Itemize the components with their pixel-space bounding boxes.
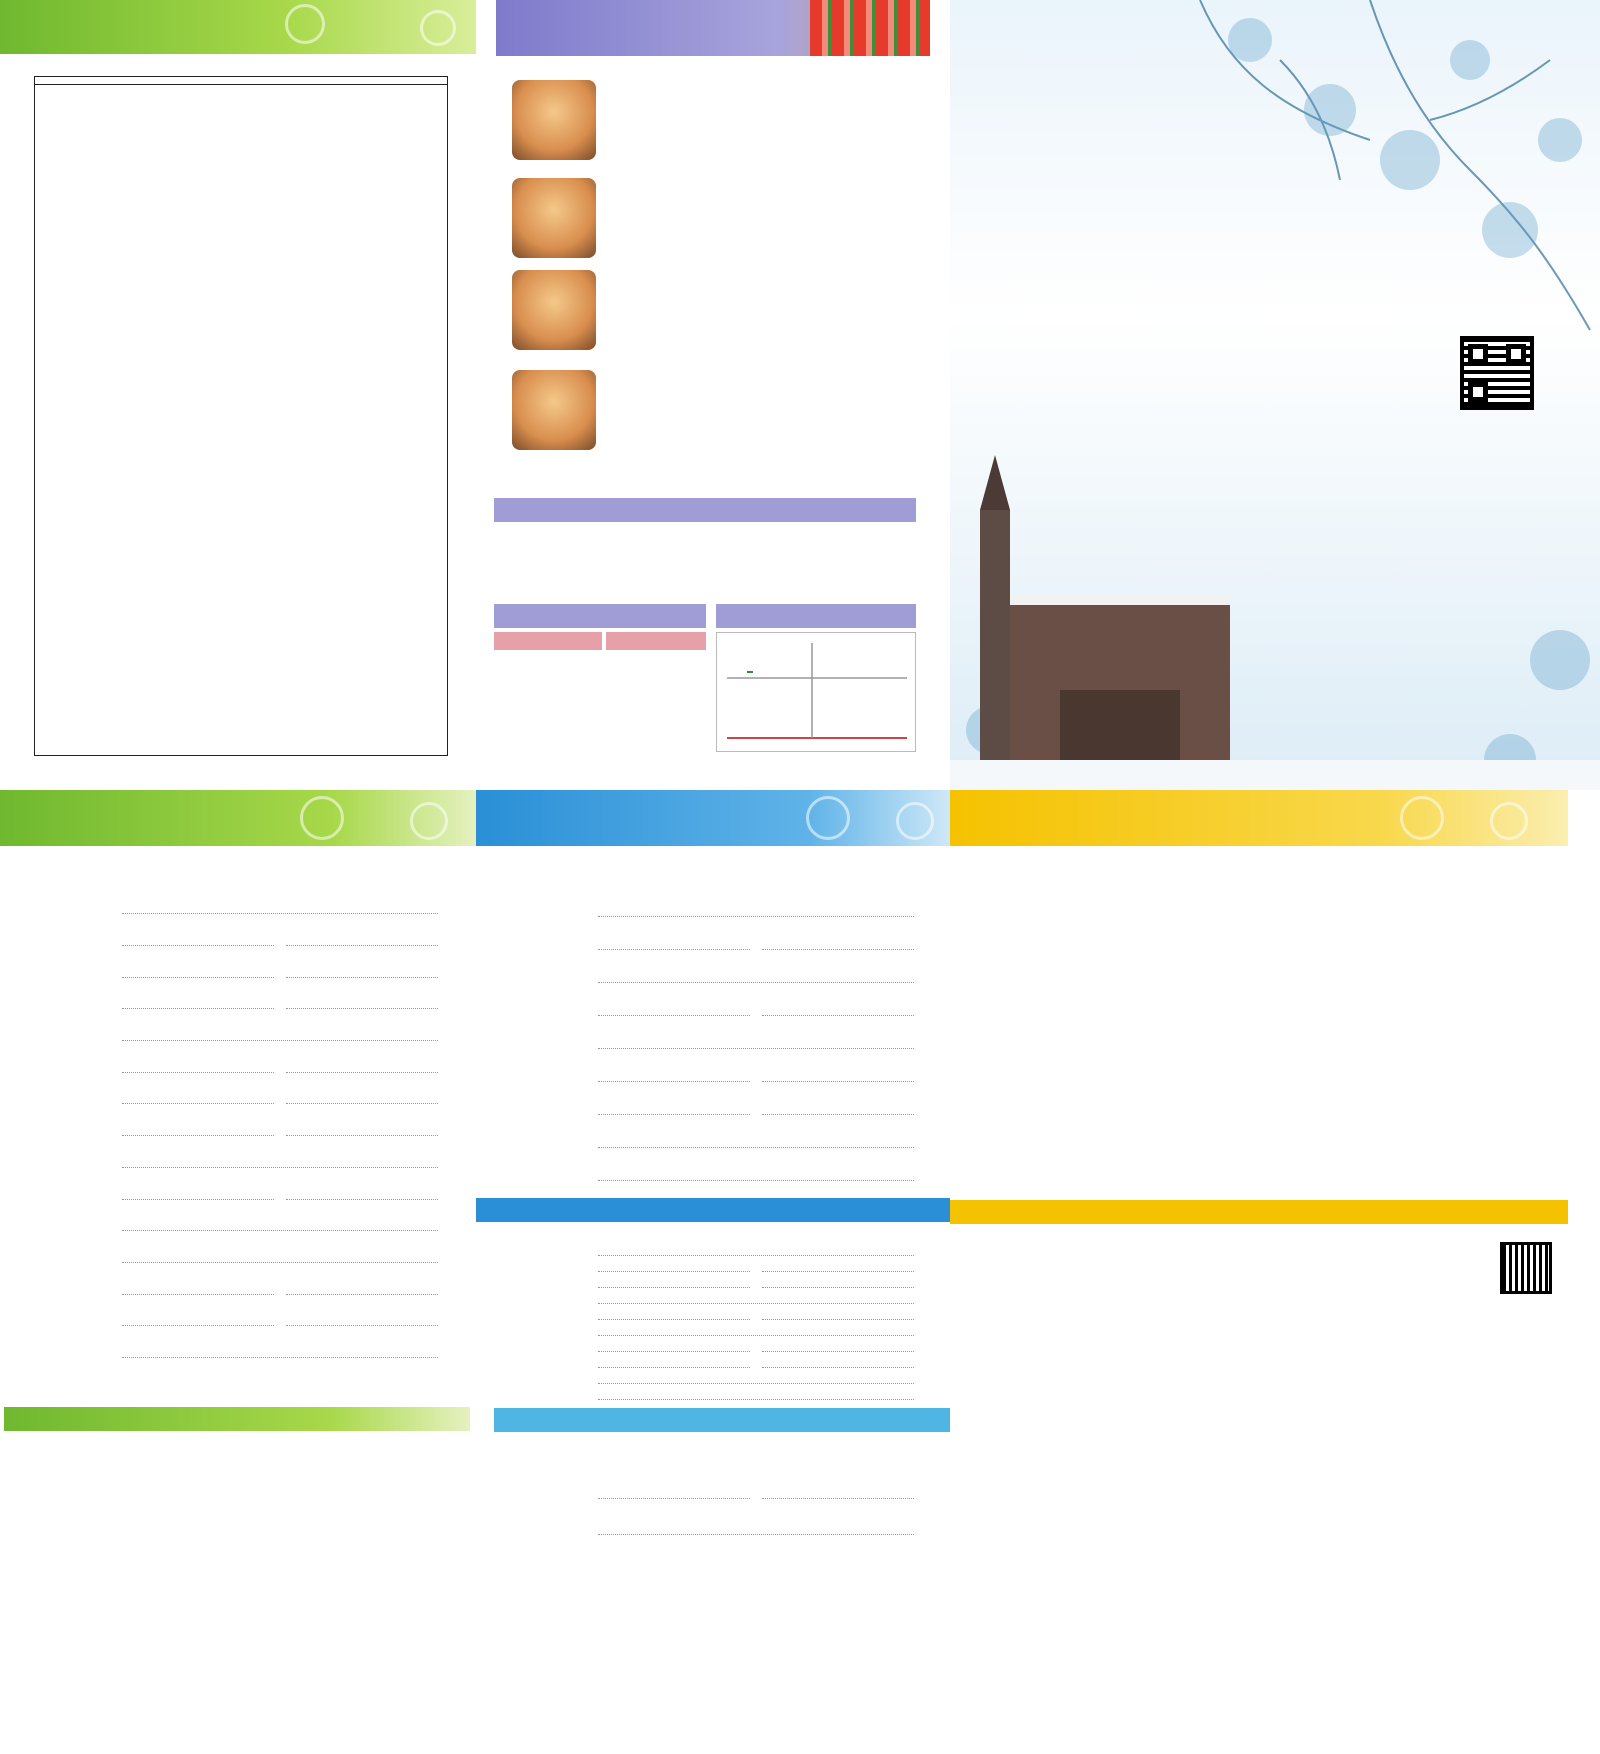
illustration-3 bbox=[512, 270, 596, 350]
tulip-decoration bbox=[810, 0, 930, 56]
order-row bbox=[510, 1480, 920, 1516]
morning-header-band bbox=[0, 790, 476, 846]
dot-leader bbox=[286, 977, 438, 978]
news-header bbox=[950, 1200, 1568, 1224]
order-row bbox=[34, 930, 444, 962]
order-row bbox=[34, 1310, 444, 1342]
order-row bbox=[510, 1263, 920, 1279]
order-row bbox=[510, 966, 920, 999]
servant-name bbox=[500, 528, 602, 546]
dot-leader bbox=[762, 1367, 914, 1368]
dot-leader bbox=[598, 1147, 914, 1148]
dot-leader bbox=[598, 1335, 914, 1336]
dot-leader bbox=[598, 1271, 750, 1272]
dawn-order bbox=[510, 1480, 920, 1552]
servant-name bbox=[500, 582, 602, 600]
love-item bbox=[512, 366, 932, 461]
adult-label bbox=[494, 632, 602, 650]
order-row bbox=[510, 1311, 920, 1327]
servants-grid bbox=[500, 528, 920, 600]
map-roads bbox=[717, 633, 915, 751]
order-row bbox=[34, 1152, 444, 1184]
dot-leader bbox=[762, 1287, 914, 1288]
dot-leader bbox=[122, 1230, 438, 1231]
servant-name bbox=[820, 582, 920, 600]
dot-leader bbox=[598, 1180, 914, 1181]
love-item bbox=[512, 76, 932, 171]
order-row bbox=[510, 1391, 920, 1407]
youtube-qr bbox=[1500, 1242, 1552, 1294]
dot-leader bbox=[286, 1072, 438, 1073]
dot-leader bbox=[122, 1040, 438, 1041]
wednesday-header bbox=[476, 1198, 950, 1222]
love-header-band bbox=[496, 0, 930, 56]
dot-leader bbox=[598, 1319, 750, 1320]
map-label bbox=[747, 671, 753, 673]
order-row bbox=[510, 1065, 920, 1098]
servant-name bbox=[820, 564, 920, 582]
dot-leader bbox=[598, 916, 914, 917]
dot-leader bbox=[122, 1262, 438, 1263]
dot-leader bbox=[286, 1103, 438, 1104]
order-row bbox=[510, 1327, 920, 1343]
dot-leader bbox=[598, 949, 750, 950]
illustration-2 bbox=[512, 178, 596, 258]
dot-leader bbox=[286, 945, 438, 946]
servant-name bbox=[720, 564, 812, 582]
order-row bbox=[510, 1247, 920, 1263]
dot-leader bbox=[122, 945, 274, 946]
servant-name bbox=[820, 528, 920, 546]
dot-leader bbox=[286, 1199, 438, 1200]
dot-leader bbox=[762, 1271, 914, 1272]
morning-panel bbox=[0, 790, 476, 1754]
dot-leader bbox=[286, 1135, 438, 1136]
dot-leader bbox=[598, 1303, 914, 1304]
afternoon-header-band bbox=[476, 790, 950, 846]
map-box bbox=[716, 632, 916, 752]
servant-name bbox=[610, 546, 712, 564]
dot-leader bbox=[122, 977, 274, 978]
order-row bbox=[510, 1131, 920, 1164]
order-row bbox=[34, 1183, 444, 1215]
dot-leader bbox=[762, 1319, 914, 1320]
dot-leader bbox=[286, 1325, 438, 1326]
dot-leader bbox=[598, 1367, 750, 1368]
servant-name bbox=[720, 546, 812, 564]
illustration-4 bbox=[512, 370, 596, 450]
wednesday-order bbox=[510, 1247, 920, 1407]
order-row bbox=[510, 1164, 920, 1197]
servant-name bbox=[610, 564, 712, 582]
order-row bbox=[34, 1025, 444, 1057]
dot-leader bbox=[598, 1534, 914, 1535]
servant-name bbox=[720, 582, 812, 600]
order-row bbox=[510, 999, 920, 1032]
map-side-text bbox=[920, 610, 934, 770]
dot-leader bbox=[598, 1114, 750, 1115]
logos-header-band bbox=[0, 0, 476, 54]
love-item bbox=[512, 174, 932, 269]
order-row bbox=[510, 900, 920, 933]
order-row bbox=[510, 933, 920, 966]
dot-leader bbox=[122, 1167, 438, 1168]
dot-leader bbox=[598, 1081, 750, 1082]
order-row bbox=[510, 1343, 920, 1359]
order-row bbox=[510, 1375, 920, 1391]
order-row bbox=[34, 1247, 444, 1279]
dot-leader bbox=[598, 1399, 914, 1400]
logos-panel bbox=[0, 0, 476, 790]
dot-leader bbox=[598, 1498, 750, 1499]
dot-leader bbox=[286, 1294, 438, 1295]
order-row bbox=[34, 1342, 444, 1374]
dot-leader bbox=[122, 1325, 274, 1326]
order-row bbox=[34, 1056, 444, 1088]
qr-code bbox=[1460, 336, 1534, 410]
dot-leader bbox=[122, 1103, 274, 1104]
dot-leader bbox=[598, 982, 914, 983]
order-row bbox=[510, 1359, 920, 1375]
dot-leader bbox=[122, 913, 438, 914]
cover-panel bbox=[950, 0, 1600, 790]
dot-leader bbox=[286, 1008, 438, 1009]
dot-leader bbox=[762, 1351, 914, 1352]
order-row bbox=[34, 1278, 444, 1310]
afternoon-panel bbox=[476, 790, 950, 1754]
dot-leader bbox=[122, 1294, 274, 1295]
servants-header bbox=[494, 498, 916, 522]
dot-leader bbox=[762, 1498, 914, 1499]
dot-leader bbox=[762, 1114, 914, 1115]
order-row bbox=[510, 1516, 920, 1552]
dot-leader bbox=[598, 1287, 750, 1288]
child-label bbox=[606, 632, 706, 650]
map-header bbox=[716, 604, 916, 628]
dot-leader bbox=[598, 1383, 914, 1384]
morning-order bbox=[34, 898, 444, 1373]
dot-leader bbox=[122, 1199, 274, 1200]
dawn-header bbox=[494, 1408, 950, 1432]
order-row bbox=[34, 1088, 444, 1120]
org-panel bbox=[950, 790, 1600, 1754]
order-row bbox=[34, 993, 444, 1025]
dot-leader bbox=[598, 1255, 914, 1256]
order-row bbox=[510, 1295, 920, 1311]
sermon-box bbox=[34, 76, 448, 756]
dot-leader bbox=[122, 1008, 274, 1009]
servant-name bbox=[610, 582, 712, 600]
dot-leader bbox=[122, 1357, 438, 1358]
servant-name bbox=[720, 528, 812, 546]
dot-leader bbox=[762, 1081, 914, 1082]
dot-leader bbox=[598, 1015, 750, 1016]
order-row bbox=[34, 1215, 444, 1247]
dot-leader bbox=[762, 1015, 914, 1016]
servant-name bbox=[610, 528, 712, 546]
dot-leader bbox=[598, 1048, 914, 1049]
order-row bbox=[34, 898, 444, 930]
order-row bbox=[510, 1279, 920, 1295]
afternoon-order bbox=[510, 900, 920, 1197]
love-item bbox=[512, 266, 932, 361]
helpers-header bbox=[4, 1407, 470, 1431]
illustration-1 bbox=[512, 80, 596, 160]
dot-leader bbox=[122, 1072, 274, 1073]
org-header-band bbox=[950, 790, 1568, 846]
order-row bbox=[510, 1032, 920, 1065]
dot-leader bbox=[122, 1135, 274, 1136]
dot-leader bbox=[598, 1351, 750, 1352]
love-panel bbox=[476, 0, 950, 790]
schedule-box bbox=[494, 632, 706, 656]
dot-leader bbox=[762, 949, 914, 950]
order-row bbox=[34, 1120, 444, 1152]
order-row bbox=[34, 961, 444, 993]
servant-name bbox=[500, 564, 602, 582]
schedule-header bbox=[494, 604, 706, 628]
servant-name bbox=[820, 546, 920, 564]
servant-name bbox=[500, 546, 602, 564]
order-row bbox=[510, 1098, 920, 1131]
